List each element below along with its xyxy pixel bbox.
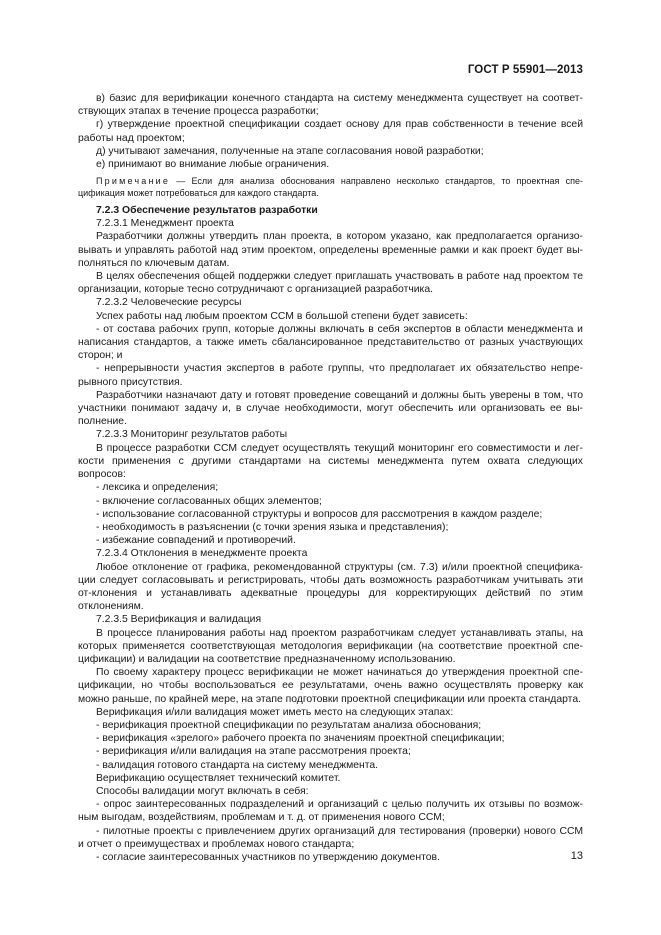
paragraph: По своему характеру процесс верификации не может начинаться до утверждения проектной спе-цификации, но чтобы воспользоваться ее результатами, очень важно осуществлять проверку как можно раньше, по крайней мере, на этапе подготовки проектной спецификации или проекта стандарта.: [78, 667, 583, 705]
subsection-heading: 7.2.3.5 Верификация и валидация: [96, 614, 262, 626]
list-item: - избежание совпадений и противоречий.: [96, 535, 296, 547]
list-item: - непрерывности участия экспертов в работе группы, что предполагает их обязательство непре-рывного присутствия.: [78, 363, 583, 388]
list-item: - от состава рабочих групп, которые должны включать в себя экспертов в области менеджмента и написания стандартов, а также иметь сбалансированное представительство от разных участвующих сторон; и: [78, 323, 583, 362]
paragraph: В процессе разработки ССМ следует осуществлять текущий мониторинг его совместимости и лег-кости применения с другими стандартами на системы менеджмента путем охвата следующих вопросов:: [78, 442, 583, 481]
paragraph: Разработчики назначают дату и готовят проведение совещаний и должны быть уверены в том, что участники понимают задачу и, в случае необходимости, могут обеспечить или организовать ее вы-полнение.: [78, 389, 583, 428]
list-item: - необходимость в разъяснении (с точки зрения языка и представления);: [96, 521, 449, 533]
paragraph: В целях обеспечения общей поддержки следует приглашать участвовать в работе над проектом те организации, которые тесно сотрудничают с организацией разработчика.: [78, 271, 583, 296]
section-heading: 7.2.3 Обеспечение результатов разработки: [96, 205, 318, 217]
list-item: - пилотные проекты с привлечением других организаций для тестирования (проверки) нового ССМ и отчет о преимуществах и проблемах нового стандарта;: [78, 825, 583, 850]
list-item: в) базис для верификации конечного стандарта на систему менеджмента существует на соответ-ствующих этапах в течение процесса разработки;: [78, 93, 583, 118]
paragraph: Любое отклонение от графика, рекомендованной структуры (см. 7.3) и/или проектной специфика-ции следует согласовывать и регистрировать, чтобы дать возможность разработчикам учитывать эти от-клонения и устанавливать адекватные процедуры для корректирующих действий по этим отклонениям.: [78, 561, 583, 613]
note: [78, 176, 583, 199]
paragraph: Верификацию осуществляет технический комитет.: [96, 772, 341, 784]
list-item: г) утверждение проектной спецификации создает основу для прав собственности в течение всей работы над проектом;: [78, 119, 583, 144]
list-item: - лексика и определения;: [96, 482, 219, 494]
subsection-heading: 7.2.3.1 Менеджмент проекта: [96, 218, 234, 230]
list-item: - включение согласованных общих элементов;: [96, 495, 322, 507]
note-text: — Если для анализа обоснования направлено несколько стандартов, то проектная спе-цификация может потребоваться для каждого стандарта.: [78, 176, 583, 198]
note-label: Примечание: [96, 176, 171, 187]
list-item: д) учитывают замечания, полученные на этапе согласования новой разработки;: [96, 145, 484, 157]
list-item: - верификация «зрелого» рабочего проекта по значениям проектной спецификации;: [96, 733, 505, 745]
list-item: - верификация и/или валидация на этапе рассмотрения проекта;: [96, 746, 411, 758]
page-number: 13: [570, 850, 583, 862]
paragraph: Верификация и/или валидация может иметь место на следующих этапах:: [96, 706, 454, 718]
standard-code: ГОСТ Р 55901—2013: [467, 64, 583, 76]
list-item: - валидация готового стандарта на систему менеджмента.: [96, 759, 379, 771]
list-item: - верификация проектной спецификации по результатам анализа обоснования;: [96, 719, 482, 731]
paragraph: Успех работы над любым проектом ССМ в большой степени будет зависеть:: [96, 310, 468, 322]
subsection-heading: 7.2.3.2 Человеческие ресурсы: [96, 297, 242, 309]
list-item: - использование согласованной структуры и вопросов для рассмотрения в каждом разделе;: [96, 508, 543, 520]
page-content: [78, 92, 583, 864]
list-item: - согласие заинтересованных участников по утверждению документов.: [96, 851, 440, 863]
subsection-heading: 7.2.3.3 Мониторинг результатов работы: [96, 429, 288, 441]
paragraph: Разработчики должны утвердить план проекта, в котором указано, как предполагается организо-вывать и управлять работой над этим проектом, определены временные рамки и как проект будет вы-полняться по ключевым датам.: [78, 231, 583, 269]
list-item: - опрос заинтересованных подразделений и организаций с целью получить их отзывы по возмож-ным выгодам, воздействиям, проблемам и т. д. от применения нового ССМ;: [78, 799, 583, 824]
paragraph: В процессе планирования работы над проектом разработчикам следует устанавливать этапы, на которых применяется соответствующая методология верификации (на соответствие проектной спе-цификации) и валидации на соответствие предназначенному использованию.: [78, 627, 583, 665]
subsection-heading: 7.2.3.4 Отклонения в менеджменте проекта: [96, 548, 308, 560]
list-item: е) принимают во внимание любые ограничения.: [96, 159, 330, 171]
paragraph: Способы валидации могут включать в себя:: [96, 785, 309, 797]
